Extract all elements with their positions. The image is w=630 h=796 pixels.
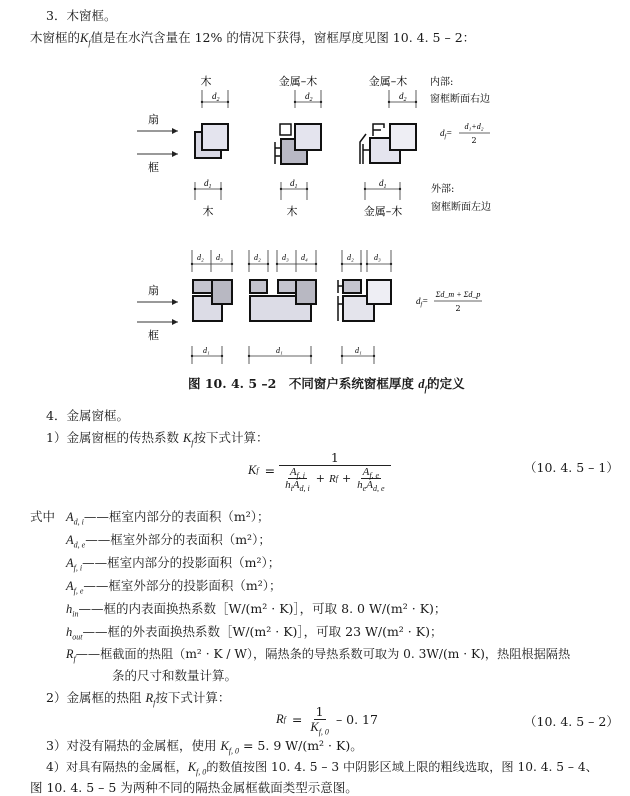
dim-label: d₃ xyxy=(374,253,381,262)
panel-top-label: 金属–木 xyxy=(278,75,318,88)
def-item: $A_{f, e}——$框室外部分的投影面积（m²）； xyxy=(66,578,282,596)
dim-label: d₁ xyxy=(276,346,283,355)
eq2-fraction: $\frac{1}{K_{f, 0}}$ xyxy=(310,704,329,737)
eq-rest: – 0. 17 xyxy=(335,712,378,727)
dim-label: d₁ xyxy=(355,346,362,355)
def-item: $R_f——$框截面的热阻（m² · K / W），隔热条的导热系数可取为 0. 3W/(m · K)，热阻根据隔热 xyxy=(66,647,571,664)
item-4 xyxy=(46,758,598,775)
var-sub: f, 0 xyxy=(195,767,207,777)
svg-text:df=: $d_f=$ xyxy=(440,128,453,140)
def-item: $A_{f, i}——$框室内部分的投影面积（m²）； xyxy=(66,555,281,573)
caption-var: d xyxy=(418,377,425,391)
text-segment: 木窗框的 xyxy=(30,30,81,45)
dim-label: $d_1$ xyxy=(290,178,298,190)
def-item: $h_{out}——$框的外表面换热系数［W/(m² · K)］，可取 23 W/(m² · K)； xyxy=(66,624,443,642)
row1-frame-label: 框 xyxy=(148,161,159,174)
dim-label: $d_1$ xyxy=(379,178,387,190)
row1-panel-3 xyxy=(360,74,416,218)
eq-rf: R xyxy=(328,472,336,485)
section-3-text xyxy=(30,28,475,46)
panel-bottom-label: 金属–木 xyxy=(363,205,403,218)
eq-numerator: 1 xyxy=(315,704,324,719)
dim-label: d₁ xyxy=(203,346,210,355)
var: K xyxy=(220,739,229,753)
caption-text: 的定义 xyxy=(427,376,465,391)
def-item: $h_{in}——$框的内表面换热系数［W/(m² · K)］，可取 8. 0 W/(m² · K)； xyxy=(66,601,447,619)
row2-arrows xyxy=(137,302,178,322)
outer-label: 外部: xyxy=(431,184,455,195)
inner-label: 内部: xyxy=(430,77,454,88)
text-segment: 按下式计算： xyxy=(155,690,231,705)
row2-formula xyxy=(416,290,482,313)
item-1 xyxy=(46,428,269,446)
row1-arrows xyxy=(137,131,178,154)
eq-term1: $\frac{A_{f, i}}{h_iA_{d, i}}$ xyxy=(285,466,310,494)
k-symbol: K xyxy=(80,31,89,45)
row1-panel-2 xyxy=(275,74,321,218)
var: K xyxy=(182,431,192,445)
equation-10-4-5-2: R f = $\frac{1}{K_{f, 0}}$ – 0. 17 xyxy=(276,704,378,737)
text-segment: 1）金属窗框的传热系数 xyxy=(46,430,183,445)
section-4-heading: 4．金属窗框。 xyxy=(46,408,129,423)
svg-text:2: 2 xyxy=(471,136,477,145)
row1-formula xyxy=(440,122,490,145)
caption-text: 图 10. 4. 5 –2 不同窗户系统窗框厚度 xyxy=(188,376,419,391)
item-2 xyxy=(46,688,230,706)
row2-panel-3 xyxy=(338,250,391,364)
text-segment: 的数值按图 10. 4. 5 – 3 中阴影区域上限的粗线选取，图 10. 4. 5 – 4、 xyxy=(206,760,598,774)
svg-text:d₁+d₂: d₁+d₂ xyxy=(464,122,484,131)
k-subscript: f xyxy=(88,38,91,48)
caption-sub: f xyxy=(424,384,428,394)
var-sub: f xyxy=(153,698,156,708)
row1-panel-1 xyxy=(195,74,228,218)
inner-desc: 窗框断面右边 xyxy=(430,94,490,105)
dim-label: d₄ xyxy=(301,253,308,262)
dim-label: d₃ xyxy=(216,253,223,262)
text-segment: 值是在水汽含量在 12% 的情况下获得，窗框厚度见图 10. 4. 5 – 2： xyxy=(90,30,476,45)
dim-label: $d_1$ xyxy=(204,178,212,190)
dim-label: $d_2$ xyxy=(399,91,407,103)
section-3-heading: 3．木窗框。 xyxy=(46,8,117,23)
var-sub: f, 0 xyxy=(228,746,240,756)
eq-plus: + xyxy=(341,472,352,485)
text-segment: 2）金属框的热阻 xyxy=(46,690,146,705)
eq-lhs: K xyxy=(248,463,257,477)
equation-number-2: （10. 4. 5 – 2） xyxy=(524,714,619,729)
svg-text:df=: $d_f=$ xyxy=(416,296,429,308)
row2-panel-2 xyxy=(249,250,316,364)
var: R xyxy=(145,691,154,705)
dim-label: $d_2$ xyxy=(305,91,313,103)
text-segment: 4）对具有隔热的金属框， xyxy=(46,760,188,774)
eq-equals: = xyxy=(291,712,303,727)
eq-main-fraction: 1 $\frac{A_{f, i}}{h_iA_{d, i}}$ + R f + $\frac{A_{f, e}}{h_eA_{d, e}}$ xyxy=(281,450,388,491)
eq-lhs: R xyxy=(276,712,284,726)
eq-plus: + xyxy=(315,472,325,485)
dim-label: $d_2$ xyxy=(212,91,220,103)
panel-bottom-label: 木 xyxy=(286,205,298,218)
dim-label: d₂ xyxy=(254,253,261,262)
row2-frame-label: 框 xyxy=(148,329,159,342)
panel-bottom-label: 木 xyxy=(202,205,214,218)
def-continuation: 条的尺寸和数量计算。 xyxy=(112,668,238,683)
item-4-line-2: 图 10. 4. 5 – 5 为两种不同的隔热金属框截面类型示意图。 xyxy=(30,780,358,795)
outer-desc: 窗框断面左边 xyxy=(431,202,491,213)
text-segment: 3）对没有隔热的金属框，使用 xyxy=(46,738,221,753)
text-segment: 按下式计算： xyxy=(193,430,269,445)
def-item: $A_{d, e}——$框室外部分的表面积（m²）； xyxy=(66,532,271,550)
figure-frame-thickness xyxy=(0,58,630,403)
equation-number-1: （10. 4. 5 – 1） xyxy=(524,460,619,475)
row1-sash-label: 扇 xyxy=(148,113,159,126)
panel-top-label: 木 xyxy=(200,75,212,88)
var: K xyxy=(187,760,196,774)
var-sub: f xyxy=(191,438,194,448)
eq-term2: $\frac{A_{f, e}}{h_eA_{d, e}}$ xyxy=(357,466,385,494)
figure-caption xyxy=(188,374,465,392)
eq-numerator: 1 xyxy=(279,450,390,466)
eq-equals: = xyxy=(264,463,276,478)
item-3 xyxy=(46,736,363,754)
def-item: $A_{d, i}——$框室内部分的表面积（m²）； xyxy=(66,509,270,527)
where-label: 式中 xyxy=(30,509,56,524)
row2-panel-1 xyxy=(192,250,232,364)
dim-label: d₂ xyxy=(197,253,204,262)
svg-text:Σd_m + Σd_p: Σd_m + Σd_p xyxy=(435,290,481,299)
dim-label: d₂ xyxy=(347,253,354,262)
svg-text:2: 2 xyxy=(455,304,461,313)
dim-label: d₃ xyxy=(282,253,289,262)
panel-top-label: 金属–木 xyxy=(368,75,408,88)
equation-10-4-5-1: K f = 1 $\frac{A_{f, i}}{h_iA_{d, i}}$ + R f + $\frac{A_{f, e}}{h_eA_{d, e}}$ xyxy=(248,450,389,491)
row2-sash-label: 扇 xyxy=(148,284,159,297)
text-segment: = 5. 9 W/(m² · K)。 xyxy=(239,738,363,753)
